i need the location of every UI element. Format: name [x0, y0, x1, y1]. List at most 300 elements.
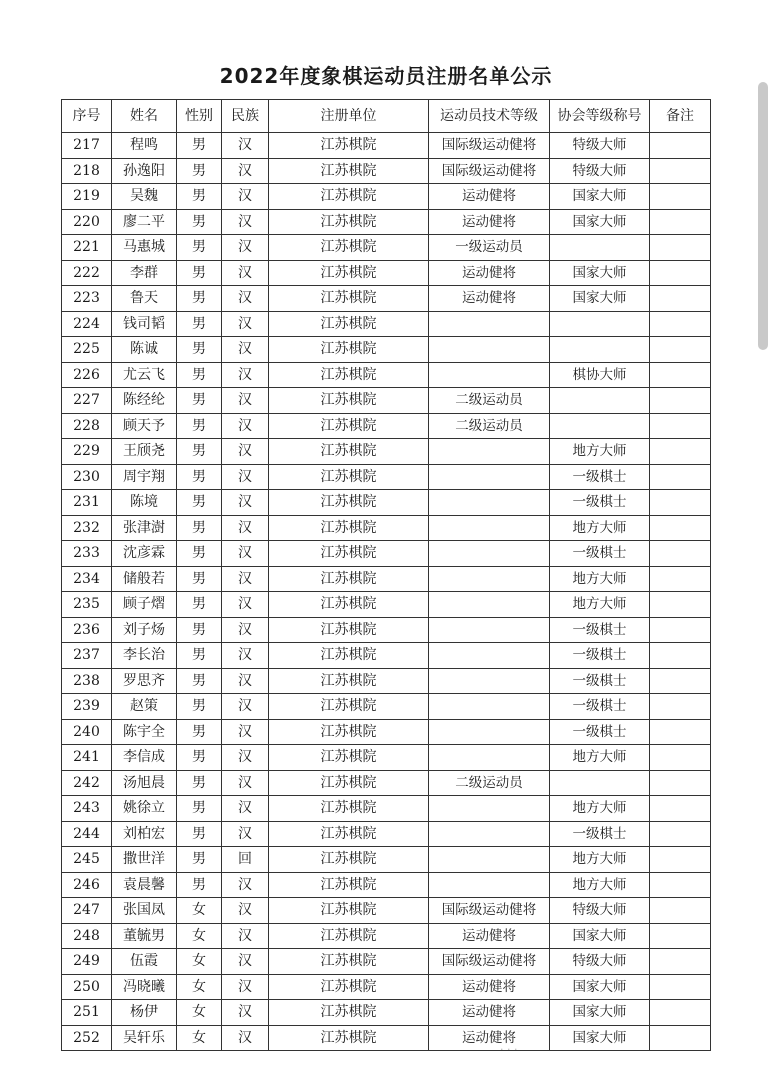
cell-tech-level — [429, 311, 550, 337]
table-row — [62, 541, 711, 567]
watermark: · · · — [500, 1043, 518, 1056]
cell-gender: 男 — [177, 235, 222, 261]
cell-ethnicity: 汉 — [222, 184, 269, 210]
cell-association-title: 国家大师 — [550, 923, 650, 949]
cell-tech-level — [429, 337, 550, 363]
cell-ethnicity: 汉 — [222, 541, 269, 567]
cell-association-title: 国家大师 — [550, 1000, 650, 1026]
cell-ethnicity: 汉 — [222, 490, 269, 516]
cell-remarks — [650, 158, 711, 184]
cell-index: 251 — [62, 1000, 112, 1026]
header-unit: 注册单位 — [269, 100, 429, 133]
cell-remarks — [650, 388, 711, 414]
cell-ethnicity: 汉 — [222, 898, 269, 924]
cell-index: 235 — [62, 592, 112, 618]
cell-gender: 男 — [177, 643, 222, 669]
cell-remarks — [650, 439, 711, 465]
cell-association-title: 地方大师 — [550, 847, 650, 873]
cell-remarks — [650, 796, 711, 822]
header-gender: 性别 — [177, 100, 222, 133]
table-row — [62, 719, 711, 745]
cell-remarks — [650, 209, 711, 235]
cell-gender: 女 — [177, 898, 222, 924]
cell-ethnicity: 汉 — [222, 515, 269, 541]
cell-index: 236 — [62, 617, 112, 643]
cell-remarks — [650, 770, 711, 796]
cell-association-title: 一级棋士 — [550, 821, 650, 847]
cell-remarks — [650, 1000, 711, 1026]
cell-gender: 男 — [177, 286, 222, 312]
cell-tech-level — [429, 847, 550, 873]
cell-unit: 江苏棋院 — [269, 872, 429, 898]
table-row — [62, 1025, 711, 1051]
cell-association-title: 地方大师 — [550, 592, 650, 618]
cell-tech-level — [429, 745, 550, 771]
cell-tech-level: 国际级运动健将 — [429, 158, 550, 184]
cell-association-title: 国家大师 — [550, 974, 650, 1000]
cell-name: 李信成 — [112, 745, 177, 771]
header-name: 姓名 — [112, 100, 177, 133]
cell-gender: 男 — [177, 362, 222, 388]
cell-remarks — [650, 923, 711, 949]
table-row — [62, 745, 711, 771]
cell-tech-level — [429, 719, 550, 745]
cell-index: 232 — [62, 515, 112, 541]
cell-remarks — [650, 337, 711, 363]
cell-gender: 男 — [177, 515, 222, 541]
cell-tech-level — [429, 541, 550, 567]
cell-unit: 江苏棋院 — [269, 337, 429, 363]
cell-name: 赵策 — [112, 694, 177, 720]
cell-unit: 江苏棋院 — [269, 847, 429, 873]
cell-index: 244 — [62, 821, 112, 847]
cell-ethnicity: 汉 — [222, 209, 269, 235]
cell-name: 钱司韬 — [112, 311, 177, 337]
cell-gender: 男 — [177, 260, 222, 286]
table-row — [62, 898, 711, 924]
cell-index: 238 — [62, 668, 112, 694]
cell-ethnicity: 回 — [222, 847, 269, 873]
table-row — [62, 184, 711, 210]
cell-unit: 江苏棋院 — [269, 311, 429, 337]
cell-tech-level — [429, 694, 550, 720]
cell-name: 程鸣 — [112, 133, 177, 159]
cell-name: 李长治 — [112, 643, 177, 669]
cell-name: 陈宇全 — [112, 719, 177, 745]
cell-unit: 江苏棋院 — [269, 643, 429, 669]
table-row — [62, 439, 711, 465]
cell-name: 鲁天 — [112, 286, 177, 312]
cell-name: 顾天予 — [112, 413, 177, 439]
table-row — [62, 872, 711, 898]
cell-index: 248 — [62, 923, 112, 949]
table-row — [62, 592, 711, 618]
cell-gender: 男 — [177, 133, 222, 159]
cell-ethnicity: 汉 — [222, 643, 269, 669]
table-row — [62, 566, 711, 592]
cell-tech-level — [429, 821, 550, 847]
cell-tech-level — [429, 796, 550, 822]
cell-index: 246 — [62, 872, 112, 898]
table-row — [62, 490, 711, 516]
cell-gender: 男 — [177, 464, 222, 490]
cell-tech-level: 运动健将 — [429, 286, 550, 312]
cell-name: 张国凤 — [112, 898, 177, 924]
table-row — [62, 668, 711, 694]
cell-gender: 男 — [177, 337, 222, 363]
cell-ethnicity: 汉 — [222, 745, 269, 771]
cell-unit: 江苏棋院 — [269, 719, 429, 745]
cell-unit: 江苏棋院 — [269, 413, 429, 439]
cell-index: 227 — [62, 388, 112, 414]
header-ethnicity: 民族 — [222, 100, 269, 133]
cell-association-title: 地方大师 — [550, 439, 650, 465]
cell-gender: 男 — [177, 668, 222, 694]
cell-remarks — [650, 745, 711, 771]
table-row — [62, 821, 711, 847]
cell-index: 218 — [62, 158, 112, 184]
cell-unit: 江苏棋院 — [269, 974, 429, 1000]
cell-name: 周宇翔 — [112, 464, 177, 490]
cell-remarks — [650, 949, 711, 975]
cell-unit: 江苏棋院 — [269, 1025, 429, 1051]
cell-remarks — [650, 719, 711, 745]
cell-association-title: 国家大师 — [550, 209, 650, 235]
cell-remarks — [650, 872, 711, 898]
cell-tech-level — [429, 617, 550, 643]
cell-remarks — [650, 898, 711, 924]
cell-ethnicity: 汉 — [222, 974, 269, 1000]
cell-association-title: 国家大师 — [550, 260, 650, 286]
cell-ethnicity: 汉 — [222, 566, 269, 592]
cell-remarks — [650, 847, 711, 873]
cell-ethnicity: 汉 — [222, 362, 269, 388]
cell-name: 储般若 — [112, 566, 177, 592]
cell-association-title: 国家大师 — [550, 184, 650, 210]
cell-index: 234 — [62, 566, 112, 592]
cell-ethnicity: 汉 — [222, 668, 269, 694]
cell-unit: 江苏棋院 — [269, 796, 429, 822]
cell-association-title: 一级棋士 — [550, 617, 650, 643]
cell-association-title — [550, 413, 650, 439]
cell-gender: 男 — [177, 209, 222, 235]
cell-index: 222 — [62, 260, 112, 286]
table-row — [62, 209, 711, 235]
cell-unit: 江苏棋院 — [269, 923, 429, 949]
cell-name: 冯晓曦 — [112, 974, 177, 1000]
cell-association-title: 一级棋士 — [550, 464, 650, 490]
cell-index: 224 — [62, 311, 112, 337]
cell-gender: 男 — [177, 617, 222, 643]
header-association-title: 协会等级称号 — [550, 100, 650, 133]
cell-ethnicity: 汉 — [222, 617, 269, 643]
cell-unit: 江苏棋院 — [269, 464, 429, 490]
table-row — [62, 260, 711, 286]
cell-tech-level — [429, 872, 550, 898]
table-row — [62, 617, 711, 643]
cell-gender: 男 — [177, 796, 222, 822]
cell-ethnicity: 汉 — [222, 388, 269, 414]
table-row — [62, 974, 711, 1000]
cell-association-title: 一级棋士 — [550, 668, 650, 694]
cell-name: 廖二平 — [112, 209, 177, 235]
header-remarks: 备注 — [650, 100, 711, 133]
cell-gender: 男 — [177, 158, 222, 184]
cell-tech-level: 运动健将 — [429, 184, 550, 210]
cell-name: 陈诚 — [112, 337, 177, 363]
cell-association-title: 一级棋士 — [550, 643, 650, 669]
cell-gender: 女 — [177, 1025, 222, 1051]
cell-name: 董毓男 — [112, 923, 177, 949]
cell-unit: 江苏棋院 — [269, 1000, 429, 1026]
cell-remarks — [650, 464, 711, 490]
table-row — [62, 770, 711, 796]
cell-remarks — [650, 566, 711, 592]
cell-unit: 江苏棋院 — [269, 617, 429, 643]
cell-tech-level — [429, 490, 550, 516]
cell-index: 243 — [62, 796, 112, 822]
cell-unit: 江苏棋院 — [269, 515, 429, 541]
cell-remarks — [650, 362, 711, 388]
cell-ethnicity: 汉 — [222, 133, 269, 159]
table-row — [62, 643, 711, 669]
cell-remarks — [650, 541, 711, 567]
vertical-scrollbar[interactable] — [758, 82, 768, 350]
cell-index: 229 — [62, 439, 112, 465]
cell-gender: 男 — [177, 566, 222, 592]
cell-association-title: 一级棋士 — [550, 694, 650, 720]
cell-name: 张津澍 — [112, 515, 177, 541]
cell-name: 汤旭晨 — [112, 770, 177, 796]
cell-tech-level: 运动健将 — [429, 974, 550, 1000]
cell-name: 陈境 — [112, 490, 177, 516]
cell-unit: 江苏棋院 — [269, 209, 429, 235]
cell-unit: 江苏棋院 — [269, 286, 429, 312]
cell-tech-level: 国际级运动健将 — [429, 949, 550, 975]
table-row — [62, 337, 711, 363]
cell-name: 李群 — [112, 260, 177, 286]
cell-unit: 江苏棋院 — [269, 184, 429, 210]
cell-unit: 江苏棋院 — [269, 592, 429, 618]
cell-index: 245 — [62, 847, 112, 873]
cell-ethnicity: 汉 — [222, 439, 269, 465]
cell-remarks — [650, 133, 711, 159]
cell-tech-level: 运动健将 — [429, 260, 550, 286]
table-row — [62, 413, 711, 439]
cell-gender: 男 — [177, 388, 222, 414]
cell-remarks — [650, 668, 711, 694]
cell-index: 221 — [62, 235, 112, 261]
cell-remarks — [650, 592, 711, 618]
cell-index: 239 — [62, 694, 112, 720]
cell-ethnicity: 汉 — [222, 413, 269, 439]
cell-remarks — [650, 515, 711, 541]
cell-name: 伍霞 — [112, 949, 177, 975]
cell-name: 袁晨馨 — [112, 872, 177, 898]
cell-association-title: 特级大师 — [550, 158, 650, 184]
cell-remarks — [650, 1025, 711, 1051]
cell-ethnicity: 汉 — [222, 158, 269, 184]
header-tech-level: 运动员技术等级 — [429, 100, 550, 133]
cell-ethnicity: 汉 — [222, 592, 269, 618]
table-row — [62, 949, 711, 975]
cell-name: 刘子炀 — [112, 617, 177, 643]
table-row — [62, 311, 711, 337]
cell-index: 228 — [62, 413, 112, 439]
cell-index: 217 — [62, 133, 112, 159]
cell-remarks — [650, 490, 711, 516]
cell-index: 241 — [62, 745, 112, 771]
cell-ethnicity: 汉 — [222, 796, 269, 822]
cell-unit: 江苏棋院 — [269, 668, 429, 694]
cell-unit: 江苏棋院 — [269, 362, 429, 388]
cell-index: 250 — [62, 974, 112, 1000]
cell-gender: 男 — [177, 311, 222, 337]
cell-gender: 男 — [177, 745, 222, 771]
cell-tech-level — [429, 668, 550, 694]
cell-tech-level — [429, 515, 550, 541]
cell-unit: 江苏棋院 — [269, 439, 429, 465]
cell-ethnicity: 汉 — [222, 872, 269, 898]
cell-association-title: 一级棋士 — [550, 719, 650, 745]
cell-index: 220 — [62, 209, 112, 235]
cell-association-title: 国家大师 — [550, 286, 650, 312]
cell-association-title: 一级棋士 — [550, 541, 650, 567]
cell-ethnicity: 汉 — [222, 260, 269, 286]
cell-name: 吴魏 — [112, 184, 177, 210]
cell-index: 223 — [62, 286, 112, 312]
cell-association-title: 特级大师 — [550, 898, 650, 924]
cell-name: 刘柏宏 — [112, 821, 177, 847]
cell-unit: 江苏棋院 — [269, 898, 429, 924]
table-row — [62, 847, 711, 873]
cell-ethnicity: 汉 — [222, 821, 269, 847]
cell-unit: 江苏棋院 — [269, 949, 429, 975]
cell-remarks — [650, 974, 711, 1000]
cell-tech-level: 运动健将 — [429, 1025, 550, 1051]
cell-gender: 男 — [177, 719, 222, 745]
cell-unit: 江苏棋院 — [269, 541, 429, 567]
cell-name: 孙逸阳 — [112, 158, 177, 184]
cell-tech-level — [429, 439, 550, 465]
cell-gender: 女 — [177, 923, 222, 949]
cell-ethnicity: 汉 — [222, 1000, 269, 1026]
table-row — [62, 235, 711, 261]
cell-unit: 江苏棋院 — [269, 566, 429, 592]
cell-unit: 江苏棋院 — [269, 821, 429, 847]
cell-unit: 江苏棋院 — [269, 770, 429, 796]
cell-gender: 男 — [177, 872, 222, 898]
table-row — [62, 286, 711, 312]
cell-ethnicity: 汉 — [222, 1025, 269, 1051]
cell-ethnicity: 汉 — [222, 464, 269, 490]
cell-unit: 江苏棋院 — [269, 158, 429, 184]
table-row — [62, 464, 711, 490]
cell-name: 顾子熠 — [112, 592, 177, 618]
cell-remarks — [650, 694, 711, 720]
cell-tech-level — [429, 566, 550, 592]
cell-index: 240 — [62, 719, 112, 745]
cell-association-title — [550, 337, 650, 363]
cell-association-title: 棋协大师 — [550, 362, 650, 388]
cell-unit: 江苏棋院 — [269, 235, 429, 261]
cell-tech-level — [429, 464, 550, 490]
cell-name: 尤云飞 — [112, 362, 177, 388]
cell-name: 杨伊 — [112, 1000, 177, 1026]
table-row — [62, 923, 711, 949]
cell-ethnicity: 汉 — [222, 949, 269, 975]
cell-unit: 江苏棋院 — [269, 133, 429, 159]
cell-index: 249 — [62, 949, 112, 975]
cell-tech-level — [429, 643, 550, 669]
cell-association-title: 地方大师 — [550, 796, 650, 822]
cell-tech-level: 运动健将 — [429, 1000, 550, 1026]
cell-gender: 男 — [177, 490, 222, 516]
cell-remarks — [650, 184, 711, 210]
cell-ethnicity: 汉 — [222, 923, 269, 949]
table-row — [62, 133, 711, 159]
table-row — [62, 515, 711, 541]
table-row — [62, 694, 711, 720]
cell-tech-level: 国际级运动健将 — [429, 133, 550, 159]
cell-gender: 男 — [177, 770, 222, 796]
cell-unit: 江苏棋院 — [269, 745, 429, 771]
cell-ethnicity: 汉 — [222, 694, 269, 720]
cell-index: 225 — [62, 337, 112, 363]
cell-tech-level: 二级运动员 — [429, 413, 550, 439]
cell-tech-level: 二级运动员 — [429, 388, 550, 414]
cell-remarks — [650, 311, 711, 337]
cell-name: 马惠城 — [112, 235, 177, 261]
cell-index: 242 — [62, 770, 112, 796]
cell-remarks — [650, 235, 711, 261]
cell-remarks — [650, 286, 711, 312]
cell-association-title: 国家大师 — [550, 1025, 650, 1051]
cell-gender: 男 — [177, 541, 222, 567]
cell-tech-level: 一级运动员 — [429, 235, 550, 261]
cell-tech-level: 运动健将 — [429, 923, 550, 949]
table-row — [62, 158, 711, 184]
cell-index: 219 — [62, 184, 112, 210]
cell-tech-level: 国际级运动健将 — [429, 898, 550, 924]
table-row — [62, 796, 711, 822]
cell-gender: 女 — [177, 949, 222, 975]
cell-index: 226 — [62, 362, 112, 388]
cell-gender: 男 — [177, 694, 222, 720]
cell-association-title — [550, 235, 650, 261]
cell-unit: 江苏棋院 — [269, 260, 429, 286]
cell-association-title — [550, 388, 650, 414]
cell-name: 王颀尧 — [112, 439, 177, 465]
cell-index: 231 — [62, 490, 112, 516]
cell-gender: 男 — [177, 439, 222, 465]
cell-association-title: 特级大师 — [550, 133, 650, 159]
cell-unit: 江苏棋院 — [269, 490, 429, 516]
table-row — [62, 362, 711, 388]
cell-index: 233 — [62, 541, 112, 567]
cell-ethnicity: 汉 — [222, 770, 269, 796]
document-title: 2022年度象棋运动员注册名单公示 — [219, 64, 553, 88]
cell-index: 237 — [62, 643, 112, 669]
cell-association-title: 地方大师 — [550, 745, 650, 771]
cell-index: 252 — [62, 1025, 112, 1051]
cell-ethnicity: 汉 — [222, 311, 269, 337]
cell-association-title: 特级大师 — [550, 949, 650, 975]
cell-name: 吴轩乐 — [112, 1025, 177, 1051]
cell-gender: 男 — [177, 592, 222, 618]
cell-gender: 男 — [177, 413, 222, 439]
table-row — [62, 1000, 711, 1026]
